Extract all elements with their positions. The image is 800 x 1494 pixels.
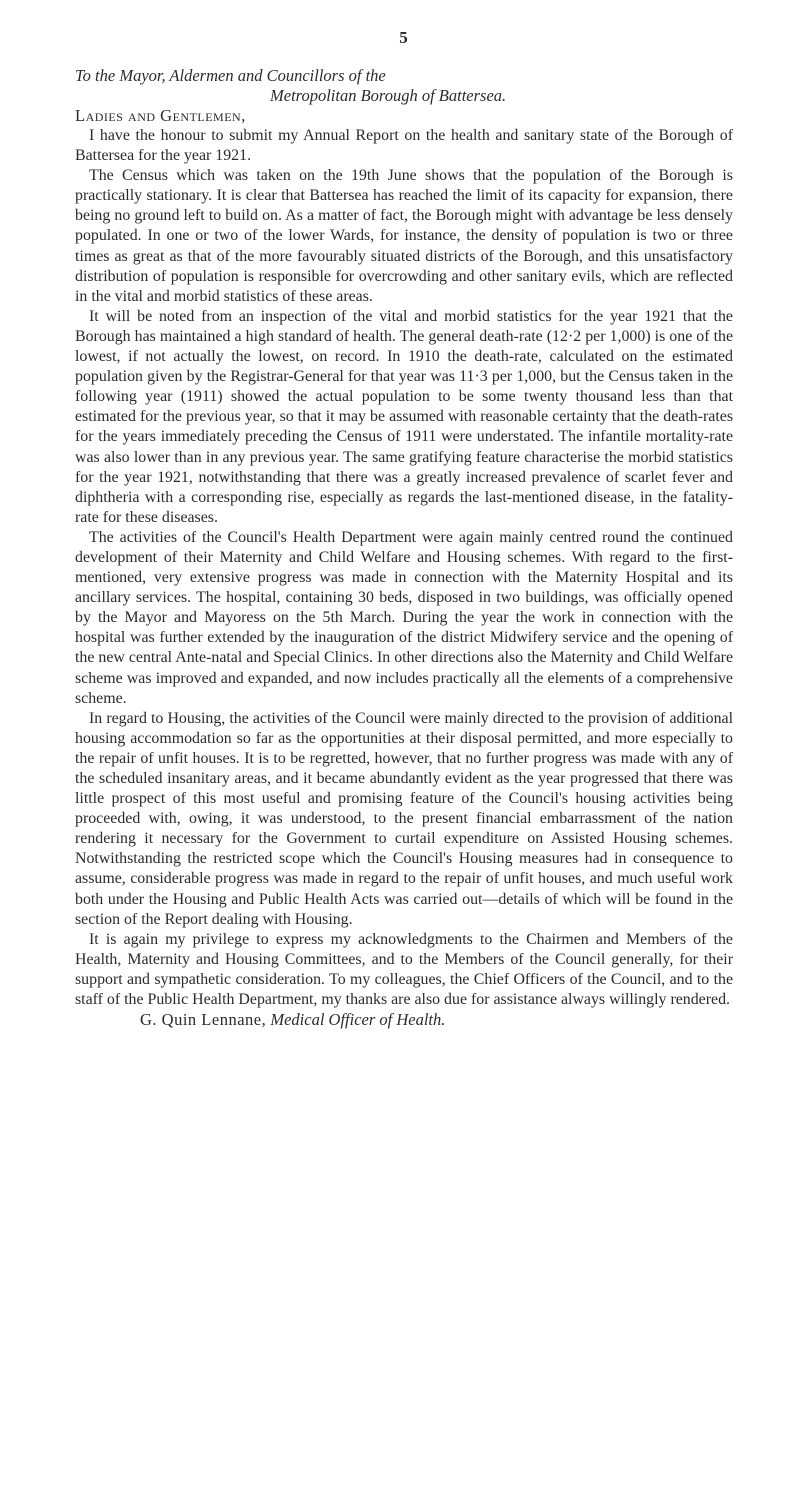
paragraph-acknowledgments: It is again my privilege to express my acknowledgments to the Chairmen and Members of the Health, Maternity and Housing Committees, and to the Members of the Council generally, for their support and sympathetic consideration. To my colleagues, the Chief Officers of the Council, and to the staff of the Public Health Department, my thanks are also due for assistance always willingly rendered. — [75, 930, 733, 1009]
report-page — [75, 28, 733, 1030]
signature — [140, 1010, 733, 1030]
paragraph-census: The Census which was taken on the 19th June shows that the population of the Borough is practically stationary. It is clear that Battersea has reached the limit of its capacity for expansion, there being no ground left to build on. As a matter of fact, the Borough might with advantage be less densely populated. In one or two of the lower Wards, for instance, the density of population is two or three times as great as that of the more favourably situated districts of the Borough, and this unsatisfactory distribution of population is responsible for overcrowding and other sanitary evils, which are reflected in the vital and morbid statistics of these areas. — [75, 167, 733, 305]
signature-name: G. Quin Lennane, — [140, 1010, 267, 1030]
paragraph-housing: In regard to Housing, the activities of the Council were mainly directed to the provision of additional housing accommodation so far as the opportunities at their disposal permitted, and more especially to the repair of unfit houses. It is to be regretted, however, that no further progress was made with any of the scheduled insanitary areas, and it became abundantly evident as the year progressed that there was little prospect of this most useful and promising feature of the Council's housing activities being proceeded with, owing, it was understood, to the present financial embarrassment of the nation rendering it necessary for the Government to curtail expenditure on Assisted Housing schemes. Notwithstanding the restricted scope which the Council's Housing measures had in consequence to assume, considerable progress was made in regard to the repair of unfit houses, and much useful work both under the Housing and Public Health Acts was carried out—details of which will be found in the section of the Report dealing with Housing. — [75, 709, 733, 928]
address-line-2: Metropolitan Borough of Battersea. — [270, 86, 507, 105]
paragraph-statistics: It will be noted from an inspection of the vital and morbid statistics for the year 1921 that the Borough has maintained a high standard of health. The general death-rate (12·2 per 1,000) is one of the lowest, if not actually the lowest, on record. In 1910 the death-rate, calculated on the estimated population given by the Registrar-General for that year was 11·3 per 1,000, but the Census taken in the following year (1911) showed the actual population to be some twenty thousand less than that estimated for the previous year, so that it may be assumed with reasonable certainty that the death-rates for the years immediately preceding the Census of 1911 were understated. The infantile mortality-rate was also lower than in any previous year. The same gratifying feature characterise the morbid statistics for the year 1921, notwithstanding that there was a greatly increased prevalence of scarlet fever and diphtheria with a corresponding rise, especially as regards the last-mentioned disease, in the fatality-rate for these diseases. — [75, 307, 733, 526]
address-line-1: To the Mayor, Aldermen and Councillors of the — [75, 66, 386, 85]
page-number: 5 — [399, 28, 409, 47]
salutation: Ladies and Gentlemen, — [75, 106, 246, 125]
paragraph-maternity: The activities of the Council's Health Department were again mainly centred round the continued development of their Maternity and Child Welfare and Housing schemes. With regard to the first-mentioned, very extensive progress was made in connection with the Maternity Hospital and its ancillary services. The hospital, containing 30 beds, disposed in two buildings, was officially opened by the Mayor and Mayoress on the 5th March. During the year the work in connection with the hospital was further extended by the inauguration of the district Midwifery service and the opening of the new central Ante-natal and Special Clinics. In other directions also the Maternity and Child Welfare scheme was improved and expanded, and now includes practically all the elements of a comprehensive scheme. — [75, 528, 733, 707]
signature-title: Medical Officer of Health. — [270, 1010, 446, 1030]
paragraph-report-intro: I have the honour to submit my Annual Report on the health and sanitary state of the Borough of Battersea for the year 1921. — [75, 127, 733, 165]
